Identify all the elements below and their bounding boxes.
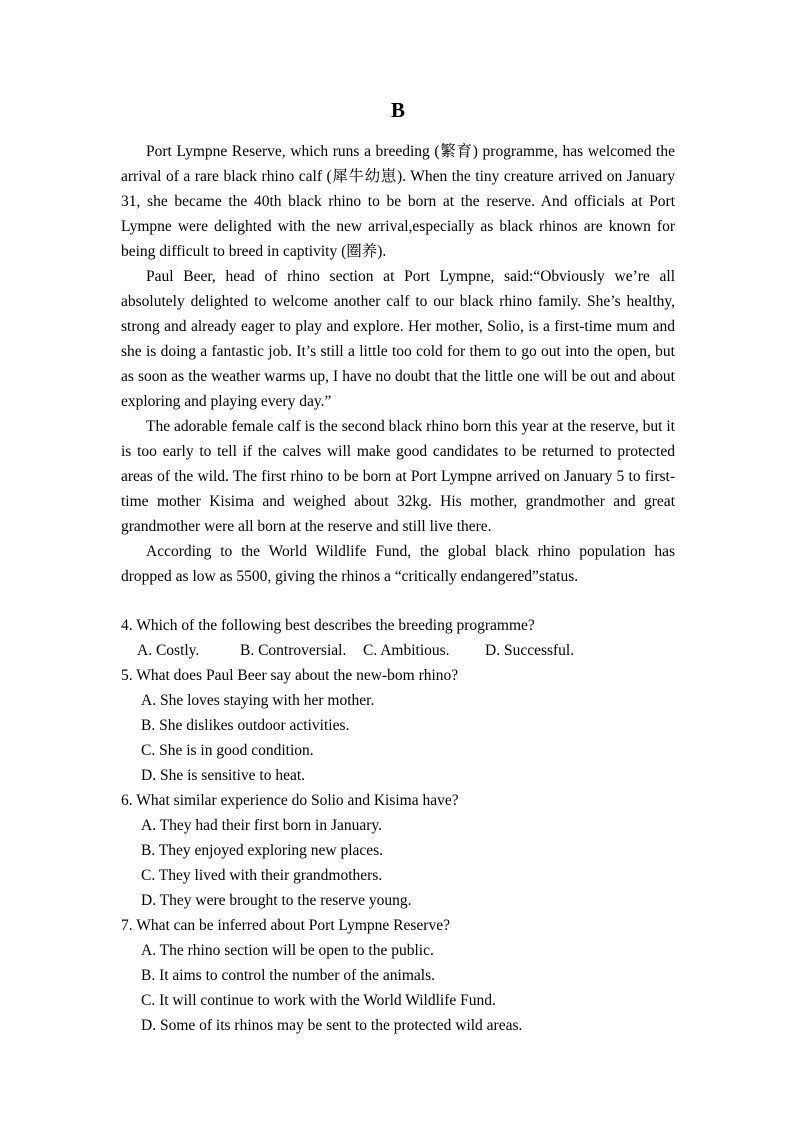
question-7 (121, 913, 675, 1038)
answer-option: C. It will continue to work with the World Wildlife Fund. (141, 992, 496, 1009)
answer-option: D. She is sensitive to heat. (141, 767, 306, 784)
reading-passage (121, 139, 675, 589)
answer-option: B. It aims to control the number of the animals. (141, 967, 436, 984)
question-section (121, 613, 675, 1038)
answer-option: B. Controversial. (240, 642, 347, 659)
answer-option: A. Costly. (137, 642, 200, 659)
answer-option: A. The rhino section will be open to the public. (141, 942, 434, 959)
answer-option: D. Successful. (485, 642, 575, 659)
question-text: 7. What can be inferred about Port Lympne Reserve? (121, 917, 450, 934)
answer-option: B. She dislikes outdoor activities. (141, 717, 350, 734)
answer-option: A. She loves staying with her mother. (141, 692, 375, 709)
passage-paragraph-1: Port Lympne Reserve, which runs a breeding (繁育) programme, has welcomed the arrival of a rare black rhino calf (犀牛幼崽). When the tiny creature arrived on January 31, she became the 40th black rhino to be born at the reserve. And officials at Port Lympne were delighted with the new arrival,especially as black rhinos are known for being difficult to breed in captivity (圈养). (121, 143, 675, 260)
page-content (121, 0, 675, 1038)
answer-option: C. They lived with their grandmothers. (141, 867, 383, 884)
answer-option: D. They were brought to the reserve young. (141, 892, 412, 909)
answer-option: C. She is in good condition. (141, 742, 314, 759)
question-4-options (121, 638, 675, 663)
answer-option: D. Some of its rhinos may be sent to the protected wild areas. (141, 1017, 523, 1034)
passage-paragraph-2: Paul Beer, head of rhino section at Port Lympne, said:“Obviously we’re all absolutely delighted to welcome another calf to our black rhino family. She’s healthy, strong and already eager to play and explore. Her mother, Solio, is a first-time mum and she is doing a fantastic job. It’s still a little too cold for them to go out into the open, but as soon as the weather warms up, I have no doubt that the little one will be out and about exploring and playing every day.” (121, 268, 675, 410)
answer-option: B. They enjoyed exploring new places. (141, 842, 384, 859)
question-4 (121, 613, 675, 663)
question-text: 5. What does Paul Beer say about the new-bom rhino? (121, 667, 459, 684)
question-text: 6. What similar experience do Solio and Kisima have? (121, 792, 459, 809)
question-text: 4. Which of the following best describes the breeding programme? (121, 617, 535, 634)
passage-paragraph-4: According to the World Wildlife Fund, the global black rhino population has dropped as low as 5500, giving the rhinos a “critically endangered”status. (121, 543, 675, 585)
answer-option: C. Ambitious. (363, 642, 450, 659)
question-5 (121, 663, 675, 788)
passage-paragraph-3: The adorable female calf is the second black rhino born this year at the reserve, but it is too early to tell if the calves will make good candidates to be returned to protected areas of the wild. The first rhino to be born at Port Lympne arrived on January 5 to first-time mother Kisima and weighed about 32kg. His mother, grandmother and great grandmother were all born at the reserve and still live there. (121, 418, 675, 535)
section-title: B (390, 98, 405, 122)
question-6 (121, 788, 675, 913)
answer-option: A. They had their first born in January. (141, 817, 383, 834)
